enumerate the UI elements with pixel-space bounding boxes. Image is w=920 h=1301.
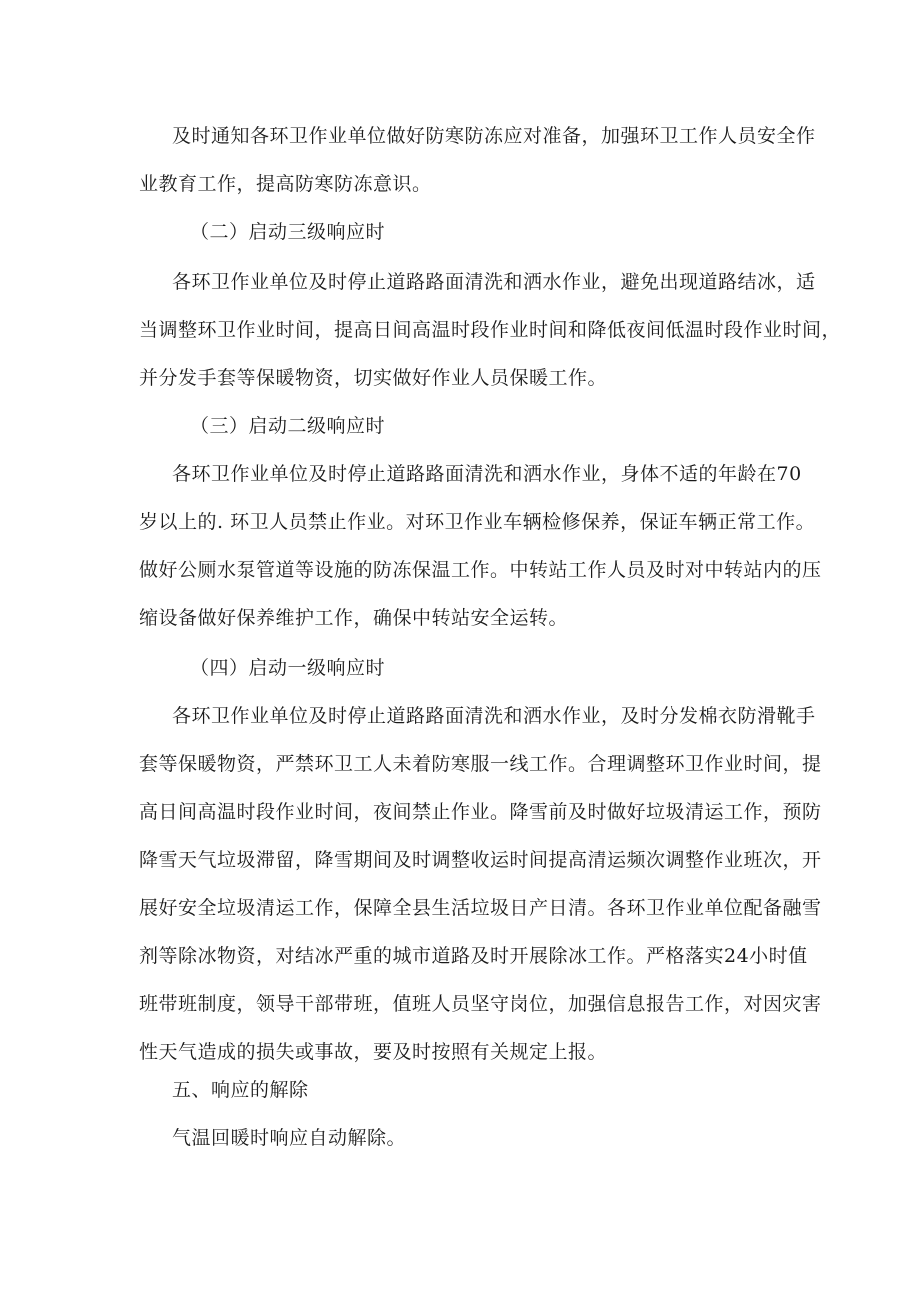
section-4-line-1: 各环卫作业单位及时停止道路路面清洗和洒水作业，及时分发棉衣防滑靴手 <box>172 705 816 727</box>
section-4-line-5: 展好安全垃圾清运工作，保障全县生活垃圾日产日清。各环卫作业单位配备融雪 <box>139 897 822 919</box>
section-3-line-3: 做好公厕水泵管道等设施的防冻保温工作。中转站工作人员及时对中转站内的压 <box>139 559 822 581</box>
section-3-line-2: 岁以上的. 环卫人员禁止作业。对环卫作业车辆检修保养，保证车辆正常工作。 <box>139 511 816 533</box>
section-4-line-2: 套等保暖物资，严禁环卫工人未着防寒服一线工作。合理调整环卫作业时间，提 <box>139 753 822 775</box>
section-4-heading: （四）启动一级响应时 <box>190 657 386 679</box>
section-4-line-8: 性天气造成的损失或事故，要及时按照有关规定上报。 <box>139 1041 608 1063</box>
section-2-line-3: 并分发手套等保暖物资，切实做好作业人员保暖工作。 <box>139 367 608 389</box>
section-5-body: 气温回暖时响应自动解除。 <box>172 1127 407 1149</box>
section-3-line-1: 各环卫作业单位及时停止道路路面清洗和洒水作业，身体不适的年龄在70 <box>172 463 802 485</box>
section-4-line-4: 降雪天气垃圾滞留，降雪期间及时调整收运时间提高清运频次调整作业班次，开 <box>139 849 822 871</box>
section-2-heading: （二）启动三级响应时 <box>190 221 386 243</box>
intro-line-2: 业教育工作，提高防寒防冻意识。 <box>139 173 432 195</box>
section-4-line-7: 班带班制度，领导干部带班，值班人员坚守岗位，加强信息报告工作，对因灾害 <box>139 993 822 1015</box>
section-4-line-6: 剂等除冰物资，对结冰严重的城市道路及时开展除冰工作。严格落实24小时值 <box>139 945 808 967</box>
section-2-line-2: 当调整环卫作业时间，提高日间高温时段作业时间和降低夜间低温时段作业时间， <box>139 319 842 341</box>
section-3-line-4: 缩设备做好保养维护工作，确保中转站安全运转。 <box>139 607 569 629</box>
section-5-heading: 五、响应的解除 <box>172 1079 309 1101</box>
section-3-heading: （三）启动二级响应时 <box>190 415 386 437</box>
section-2-line-1: 各环卫作业单位及时停止道路路面清洗和洒水作业，避免出现道路结冰，适 <box>172 271 816 293</box>
intro-line-1: 及时通知各环卫作业单位做好防寒防冻应对准备，加强环卫工作人员安全作 <box>172 125 816 147</box>
section-4-line-3: 高日间高温时段作业时间，夜间禁止作业。降雪前及时做好垃圾清运工作，预防 <box>139 801 822 823</box>
